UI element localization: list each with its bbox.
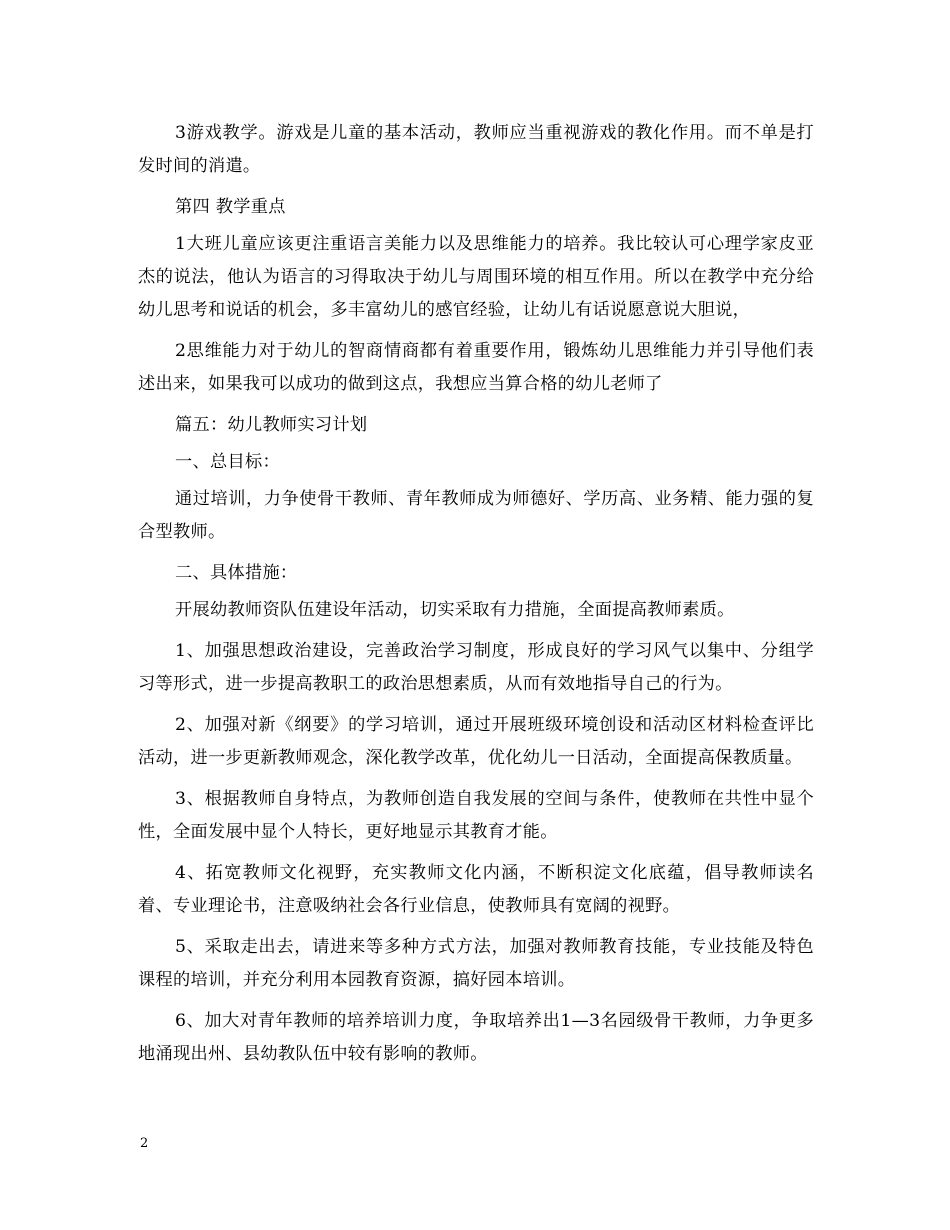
- paragraph-measure-5: 5、采取走出去，请进来等多种方式方法，加强对教师教育技能，专业技能及特色课程的培训，并充分利用本园教育资源，搞好园本培训。: [138, 937, 814, 990]
- section-heading-overall-goal: 一、总目标：: [175, 452, 280, 472]
- paragraph-measure-3: 3、根据教师自身特点，为教师创造自我发展的空间与条件，使教师在共性中显个性，全面发展中显个人特长，更好地显示其教育才能。: [138, 789, 814, 842]
- paragraph-game-teaching: 3游戏教学。游戏是儿童的基本活动，教师应当重视游戏的教化作用。而不单是打发时间的消遣。: [138, 123, 814, 176]
- paragraph-language-ability: 1大班儿童应该更注重语言美能力以及思维能力的培养。我比较认可心理学家皮亚杰的说法，他认为语言的习得取决于幼儿与周围环境的相互作用。所以在教学中充分给幼儿思考和说话的机会，多丰富幼儿的感官经验，让幼儿有话说愿意说大胆说，: [138, 234, 814, 320]
- paragraph-measure-4: 4、拓宽教师文化视野，充实教师文化内涵，不断积淀文化底蕴，倡导教师读名着、专业理论书，注意吸纳社会各行业信息，使教师具有宽阔的视野。: [138, 863, 814, 916]
- section-heading-internship-plan: 篇五：幼儿教师实习计划: [175, 415, 368, 435]
- document-body: [138, 117, 814, 1079]
- paragraph-thinking-ability: 2思维能力对于幼儿的智商情商都有着重要作用，锻炼幼儿思维能力并引导他们表述出来，如果我可以成功的做到这点，我想应当算合格的幼儿老师了: [138, 341, 814, 394]
- paragraph-measure-1: 1、加强思想政治建设，完善政治学习制度，形成良好的学习风气以集中、分组学习等形式，进一步提高教职工的政治思想素质，从而有效地指导自己的行为。: [138, 641, 814, 694]
- paragraph-measure-6: 6、加大对青年教师的培养培训力度，争取培养出1—3名园级骨干教师，力争更多地涌现出州、县幼教队伍中较有影响的教师。: [138, 1011, 814, 1064]
- page-number: 2: [140, 1136, 149, 1151]
- paragraph-overall-goal: 通过培训，力争使骨干教师、青年教师成为师德好、学历高、业务精、能力强的复合型教师。: [138, 489, 814, 542]
- section-heading-teaching-focus: 第四 教学重点: [175, 197, 286, 217]
- section-heading-specific-measures: 二、具体措施：: [175, 563, 298, 583]
- paragraph-measures-intro: 开展幼教师资队伍建设年活动，切实采取有力措施，全面提高教师素质。: [175, 600, 735, 620]
- paragraph-measure-2: 2、加强对新《纲要》的学习培训，通过开展班级环境创设和活动区材料检查评比活动，进一步更新教师观念，深化教学改革，优化幼儿一日活动，全面提高保教质量。: [138, 715, 814, 768]
